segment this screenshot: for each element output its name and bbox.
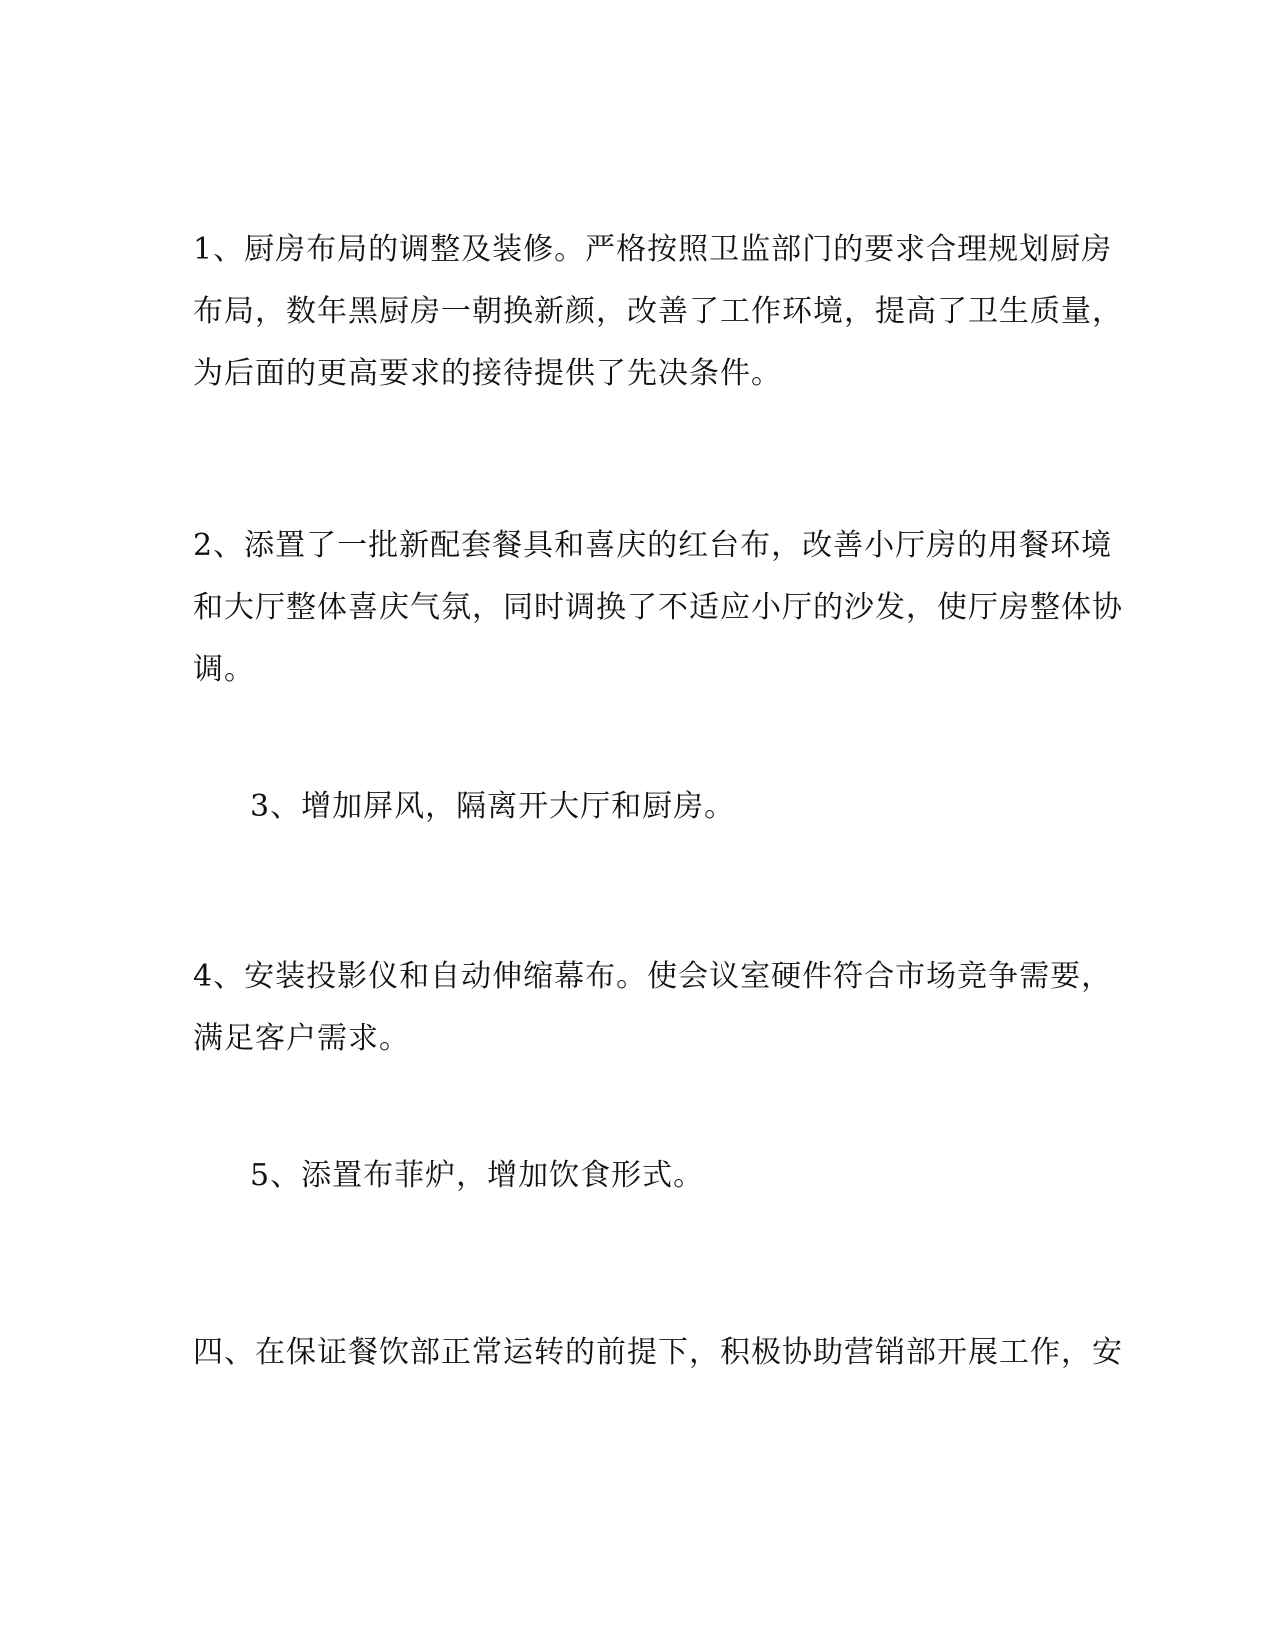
paragraph-item-3 <box>250 776 1130 838</box>
paragraph-section-4 <box>193 1322 1123 1384</box>
text-line: 1、厨房布局的调整及装修。严格按照卫监部门的要求合理规划厨房 <box>193 232 1113 267</box>
text-line: 和大厅整体喜庆气氛，同时调换了不适应小厅的沙发，使厅房整体协 <box>193 590 1123 625</box>
paragraph-item-1 <box>193 219 1123 405</box>
text-line: 满足客户需求。 <box>193 1021 410 1056</box>
text-line: 5、添置布菲炉，增加饮食形式。 <box>250 1158 705 1193</box>
text-line: 2、添置了一批新配套餐具和喜庆的红台布，改善小厅房的用餐环境 <box>193 528 1113 563</box>
paragraph-item-2 <box>193 515 1123 701</box>
paragraph-item-5 <box>250 1145 1130 1207</box>
text-line: 四、在保证餐饮部正常运转的前提下，积极协助营销部开展工作，安 <box>193 1335 1123 1370</box>
text-line: 4、安装投影仪和自动伸缩幕布。使会议室硬件符合市场竞争需要， <box>193 959 1113 994</box>
text-line: 调。 <box>193 652 255 687</box>
text-line: 3、增加屏风，隔离开大厅和厨房。 <box>250 789 736 824</box>
text-line: 布局，数年黑厨房一朝换新颜，改善了工作环境，提高了卫生质量， <box>193 294 1123 329</box>
text-line: 为后面的更高要求的接待提供了先决条件。 <box>193 356 782 391</box>
paragraph-item-4 <box>193 946 1113 1070</box>
